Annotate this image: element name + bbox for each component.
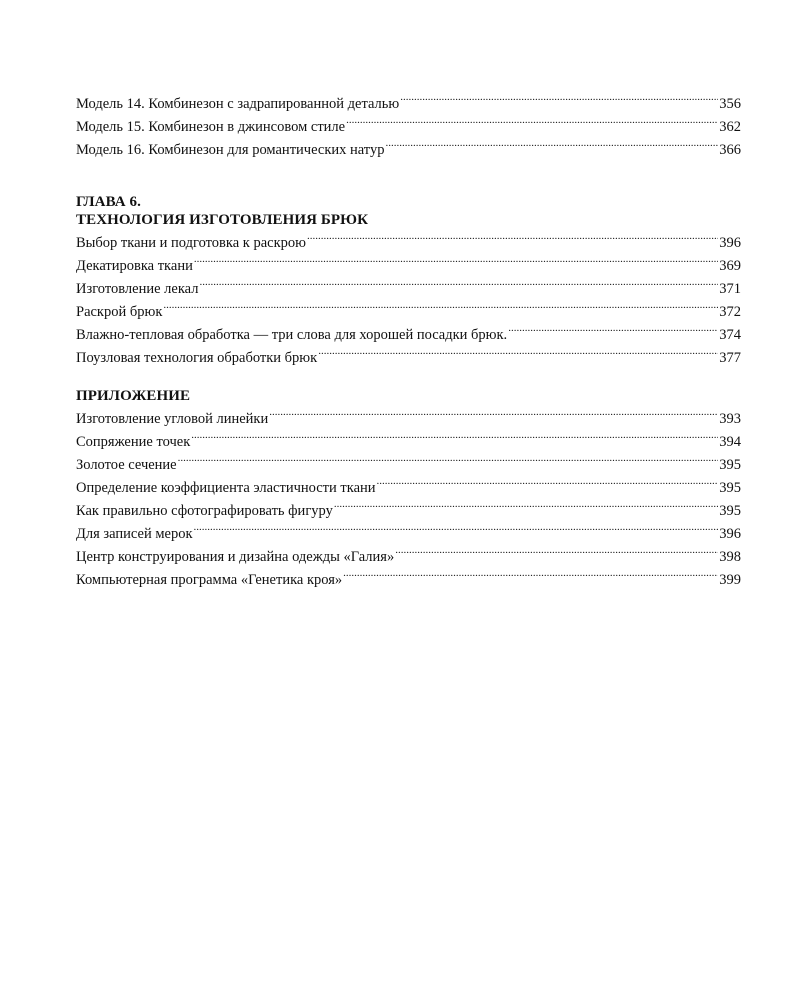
chapter-number-heading: ГЛАВА 6. [76, 194, 141, 210]
toc-dot-leader [194, 520, 719, 538]
toc-entry-title: Центр конструирования и дизайна одежды «Галия» [76, 549, 395, 565]
toc-dot-leader [385, 136, 718, 154]
toc-entry-page: 372 [719, 304, 741, 320]
toc-entry-page: 393 [719, 411, 741, 427]
toc-entry-page: 399 [719, 572, 741, 588]
toc-dot-leader [307, 229, 718, 247]
toc-entry [76, 275, 741, 298]
toc-entry-title: Компьютерная программа «Генетика кроя» [76, 572, 343, 588]
toc-dot-leader [508, 321, 718, 339]
toc-dot-leader [377, 474, 719, 492]
toc-entry-page: 369 [719, 258, 741, 274]
toc-entry-title: Выбор ткани и подготовка к раскрою [76, 235, 306, 251]
toc-entry-title: Для записей мерок [76, 526, 193, 542]
toc-dot-leader [269, 405, 718, 423]
toc-entry-page: 374 [719, 327, 741, 343]
toc-entry-title: Модель 16. Комбинезон для романтических натур [76, 142, 385, 158]
toc-entry-title: Декатировка ткани [76, 258, 193, 274]
toc-entry-title: Изготовление лекал [76, 281, 199, 297]
toc-entry [76, 344, 741, 367]
toc-entry-title: Золотое сечение [76, 457, 177, 473]
toc-entry [76, 566, 741, 589]
toc-section-models [76, 90, 741, 159]
toc-entry [76, 405, 741, 428]
toc-section-appendix [76, 387, 741, 589]
toc-entry-title: Влажно-тепловая обработка — три слова для хорошей посадки брюк. [76, 327, 508, 343]
toc-entry-page: 394 [719, 434, 741, 450]
toc-entry [76, 252, 741, 275]
toc-dot-leader [395, 543, 718, 561]
toc-entry-title: Изготовление угловой линейки [76, 411, 269, 427]
toc-entry [76, 90, 741, 113]
toc-entry-page: 396 [719, 526, 741, 542]
toc-entry-title: Как правильно сфотографировать фигуру [76, 503, 333, 519]
toc-dot-leader [178, 451, 719, 469]
toc-entry-page: 395 [719, 480, 741, 496]
toc-entry [76, 520, 741, 543]
toc-entry-title: Модель 14. Комбинезон с задрапированной деталью [76, 96, 400, 112]
toc-entry [76, 113, 741, 136]
toc-entry-page: 395 [719, 503, 741, 519]
toc-entry-title: Определение коэффициента эластичности ткани [76, 480, 376, 496]
toc-dot-leader [318, 344, 718, 362]
toc-entry [76, 298, 741, 321]
toc-entry-title: Поузловая технология обработки брюк [76, 350, 318, 366]
toc-entry-page: 366 [719, 142, 741, 158]
toc-entry-page: 377 [719, 350, 741, 366]
toc-entry-page: 396 [719, 235, 741, 251]
toc-entry [76, 451, 741, 474]
toc-entry-page: 398 [719, 549, 741, 565]
toc-entry-page: 362 [719, 119, 741, 135]
toc-dot-leader [346, 113, 718, 131]
toc-entry-page: 371 [719, 281, 741, 297]
toc-dot-leader [199, 275, 718, 293]
toc-entry [76, 136, 741, 159]
toc-entry-title: Раскрой брюк [76, 304, 163, 320]
appendix-heading: ПРИЛОЖЕНИЕ [76, 388, 191, 404]
toc-entry-title: Модель 15. Комбинезон в джинсовом стиле [76, 119, 346, 135]
toc-dot-leader [343, 566, 718, 584]
toc-entry [76, 497, 741, 520]
toc-section-chapter-6 [76, 193, 741, 367]
toc-dot-leader [191, 428, 718, 446]
toc-entry [76, 543, 741, 566]
toc-dot-leader [194, 252, 718, 270]
toc-entry [76, 321, 741, 344]
toc-entry-page: 395 [719, 457, 741, 473]
toc-dot-leader [400, 90, 718, 108]
table-of-contents [76, 90, 741, 589]
toc-dot-leader [163, 298, 718, 316]
toc-entry [76, 229, 741, 252]
toc-entry-page: 356 [719, 96, 741, 112]
chapter-title-heading: ТЕХНОЛОГИЯ ИЗГОТОВЛЕНИЯ БРЮК [76, 212, 369, 228]
toc-dot-leader [334, 497, 718, 515]
toc-entry [76, 474, 741, 497]
toc-entry [76, 428, 741, 451]
toc-entry-title: Сопряжение точек [76, 434, 191, 450]
